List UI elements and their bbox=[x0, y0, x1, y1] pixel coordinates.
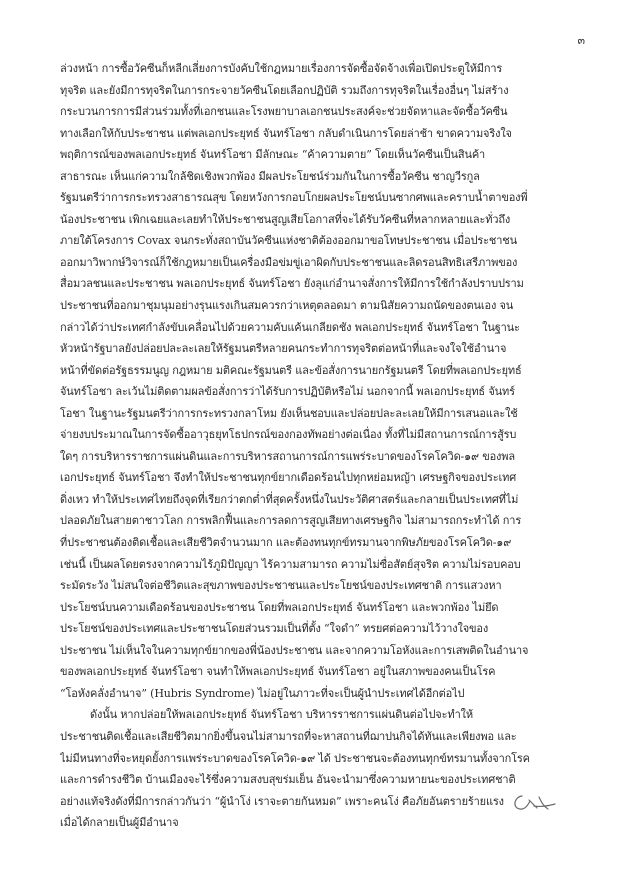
paragraph-line: เอกประยุทธ์ จันทร์โอชา จึงทำให้ประชาชนทุกข์ยากเดือดร้อนไปทุกหย่อมหญ้า เศรษฐกิจของประเทศ bbox=[60, 471, 517, 485]
paragraph-line: หน้าที่ขัดต่อรัฐธรรมนูญ กฎหมาย มติคณะรัฐมนตรี และข้อสั่งการนายกรัฐมนตรี โดยที่พลเอกประยุทธ์ bbox=[60, 363, 522, 377]
handwritten-signature bbox=[508, 788, 558, 816]
paragraph-line: ประโยชน์บนความเดือดร้อนของประชาชน โดยที่พลเอกประยุทธ์ จันทร์โอชา และพวกพ้อง ไม่ยึด bbox=[60, 600, 499, 614]
paragraph-line: กล่าวได้ว่าประเทศกำลังขับเคลื่อนไปด้วยความคับแค้นเกลียดชัง พลเอกประยุทธ์ จันทร์โอชา ในฐานะ bbox=[60, 320, 520, 334]
paragraph-line: รัฐมนตรีว่าการกระทรวงสาธารณสุข โดยหวังการกอบโกยผลประโยชน์บนซากศพและคราบน้ำตาของพี่ bbox=[60, 191, 528, 205]
paragraph-line: ทุจริต และยังมีการทุจริตในการกระจายวัคซีนโดยเลือกปฏิบัติ รวมถึงการทุจริตในเรื่องอื่นๆ ไม่สร้าง bbox=[60, 83, 509, 97]
paragraph-line: ดิ่งเหว ทำให้ประเทศไทยถึงจุดที่เรียกว่าตกต่ำที่สุดครั้งหนึ่งในประวัติศาสตร์และกลายเป็นประเทศที่ไม่ bbox=[60, 492, 519, 506]
paragraph-line: หัวหน้ารัฐบาลยังปล่อยปละละเลยให้รัฐมนตรีหลายคนกระทำการทุจริตต่อหน้าที่และจงใจใช้อำนาจ bbox=[60, 342, 507, 356]
paragraph-line: พฤติการณ์ของพลเอกประยุทธ์ จันทร์โอชา มีลักษณะ “ค้าความตาย” โดยเห็นวัคซีนเป็นสินค้า bbox=[60, 148, 486, 162]
paragraph-line: และการดำรงชีวิต บ้านเมืองจะไร้ซึ่งความสงบสุขร่มเย็น อันจะนำมาซึ่งความหายนะของประเทศชาติ bbox=[60, 773, 516, 787]
paragraph-line: สาธารณะ เห็นแก่ความใกล้ชิดเชิงพวกพ้อง มีผลประโยชน์ร่วมกันในการซื้อวัคซีน ชาญวีรกูล bbox=[60, 169, 480, 183]
paragraph-line: ประชาชนที่ออกมาชุมนุมอย่างรุนแรงเกินสมควรกว่าเหตุตลอดมา ตามนิสัยความถนัดของตนเอง จน bbox=[60, 299, 514, 313]
paragraph-line: “โอหังคลั่งอำนาจ” (Hubris Syndrome) ไม่อยู่ในภาวะที่จะเป็นผู้นำประเทศได้อีกต่อไป bbox=[60, 686, 465, 700]
paragraph-line-indented: ดังนั้น หากปล่อยให้พลเอกประยุทธ์ จันทร์โอชา บริหารราชการแผ่นดินต่อไปจะทำให้ bbox=[90, 708, 473, 722]
paragraph-line: ระมัดระวัง ไม่สนใจต่อชีวิตและสุขภาพของประชาชนและประโยชน์ของประเทศชาติ การแสวงหา bbox=[60, 579, 502, 593]
paragraph-line: เมื่อได้กลายเป็นผู้มีอำนาจ bbox=[60, 816, 179, 830]
page-number: ๓ bbox=[577, 34, 585, 47]
paragraph-line: อย่างแท้จริงดังที่มีการกล่าวกันว่า “ผู้นำโง่ เราจะตายกันหมด” เพราะคนโง่ คือภัยอันตรายร้ายแรง bbox=[60, 794, 504, 808]
paragraph-line: ไม่มีหนทางที่จะหยุดยั้งการแพร่ระบาดของโรคโควิด-๑๙ ได้ ประชาชนจะต้องทนทุกข์ทรมานทั้งจากโรค bbox=[60, 751, 530, 765]
paragraph-line: เช่นนี้ เป็นผลโดยตรงจากความไร้ภูมิปัญญา ไร้ความสามารถ ความไม่ซื่อสัตย์สุจริต ความไม่รอบคอบ bbox=[60, 557, 521, 571]
paragraph-line: โอชา ในฐานะรัฐมนตรีว่าการกระทรวงกลาโหม ยังเห็นชอบและปล่อยปละละเลยให้มีการเสนอและใช้ bbox=[60, 406, 518, 420]
paragraph-line: ที่ประชาชนต้องติดเชื้อและเสียชีวิตจำนวนมาก และต้องทนทุกข์ทรมานจากพิษภัยของโรคโควิด-๑๙ bbox=[60, 536, 512, 550]
paragraph-line: จ่ายงบประมาณในการจัดซื้ออาวุธยุทโธปกรณ์ของกองทัพอย่างต่อเนื่อง ทั้งที่ไม่มีสถานการณ์การสู้รบ bbox=[60, 428, 517, 442]
paragraph-line: ภายใต้โครงการ Covax จนกระทั่งสถาบันวัคซีนแห่งชาติต้องออกมาขอโทษประชาชน เมื่อประชาชน bbox=[60, 234, 517, 248]
paragraph-line: ของพลเอกประยุทธ์ จันทร์โอชา จนทำให้พลเอกประยุทธ์ จันทร์โอชา อยู่ในสภาพของคนเป็นโรค bbox=[60, 665, 496, 679]
paragraph-line: ใดๆ การบริหารราชการแผ่นดินและการบริหารสถานการณ์การแพร่ระบาดของโรคโควิด-๑๙ ของพล bbox=[60, 449, 515, 463]
paragraph-line: กระบวนการการมีส่วนร่วมทั้งที่เอกชนและโรงพยาบาลเอกชนประสงค์จะช่วยจัดหาและจัดซื้อวัคซีน bbox=[60, 105, 508, 119]
paragraph-line: ทางเลือกให้กับประชาชน แต่พลเอกประยุทธ์ จันทร์โอชา กลับดำเนินการโดยล่าช้า ขาดความจริงใจ bbox=[60, 126, 512, 140]
paragraph-line: ปลอดภัยในสายตาชาวโลก การพลิกฟื้นและการลดการสูญเสียทางเศรษฐกิจ ไม่สามารถกระทำได้ การ bbox=[60, 514, 522, 528]
paragraph-line: ประโยชน์ของประเทศและประชาชนโดยส่วนรวมเป็นที่ตั้ง “ใจดำ” ทรยศต่อความไว้วางใจของ bbox=[60, 622, 489, 636]
paragraph-line: สื่อมวลชนและประชาชน พลเอกประยุทธ์ จันทร์โอชา ยังลุแก่อำนาจสั่งการให้มีการใช้กำลังปราบปราม bbox=[60, 277, 524, 291]
paragraph-line: ประชาชน ไม่เห็นใจในความทุกข์ยากของพี่น้องประชาชน และจากความโอหังและการเสพติดในอำนาจ bbox=[60, 643, 529, 657]
paragraph-line: จันทร์โอชา ละเว้นไม่ติดตามผลข้อสั่งการว่าได้รับการปฏิบัติหรือไม่ นอกจากนี้ พลเอกประยุทธ์ จันทร์ bbox=[60, 385, 515, 399]
paragraph-line: ออกมาวิพากษ์วิจารณ์ก็ใช้กฎหมายเป็นเครื่องมือข่มขู่เอาผิดกับประชาชนและลิดรอนสิทธิเสรีภาพของ bbox=[60, 255, 518, 269]
document-body bbox=[60, 58, 578, 834]
paragraph-line: ล่วงหน้า การซื้อวัคซีนก็หลีกเลี่ยงการบังคับใช้กฎหมายเรื่องการจัดซื้อจัดจ้างเพื่อเปิดประตูให้มีการ bbox=[60, 62, 503, 75]
paragraph-line: น้องประชาชน เพิกเฉยและเลยทำให้ประชาชนสูญเสียโอกาสที่จะได้รับวัคซีนที่หลากหลายและทั่วถึง bbox=[60, 212, 511, 226]
paragraph-line: ประชาชนติดเชื้อและเสียชีวิตมากยิ่งขึ้นจนไม่สามารถที่จะหาสถานที่ฌาปนกิจได้ทันและเพียงพอ และ bbox=[60, 729, 517, 743]
